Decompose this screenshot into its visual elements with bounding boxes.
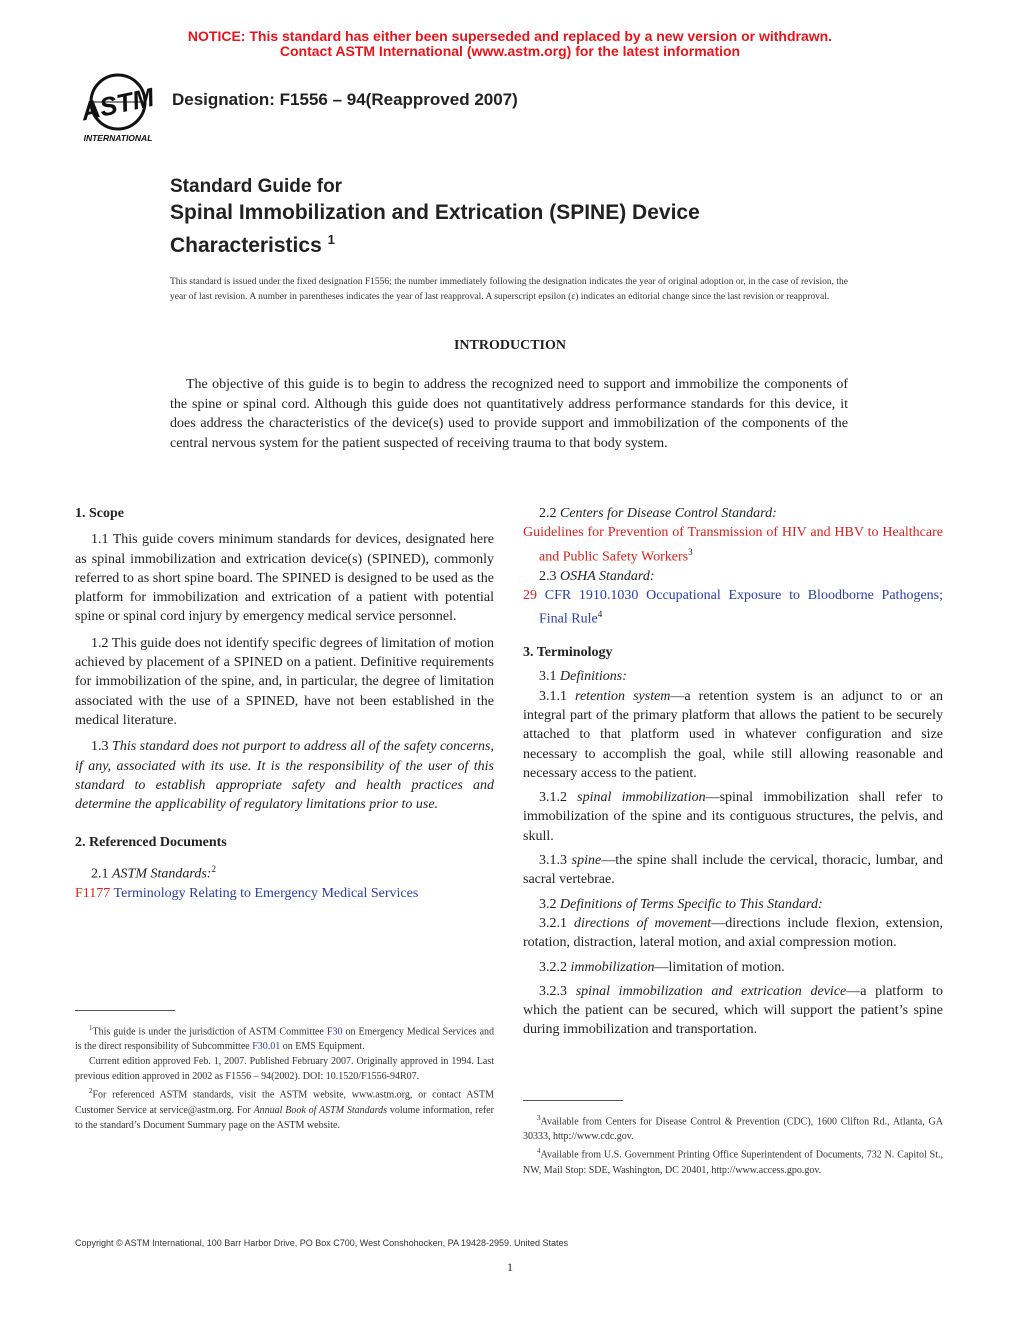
section-3-2-num: 3.2 bbox=[539, 896, 557, 912]
title-line-2: Spinal Immobilization and Extrication (SPINE) Device bbox=[170, 201, 700, 224]
def-3-1-2-num: 3.1.2 bbox=[539, 790, 567, 806]
astm-standards-label: ASTM Standards: bbox=[112, 866, 212, 882]
document-title bbox=[170, 174, 700, 259]
footnote-2-a: For referenced ASTM standards, visit the ASTM website, www.astm.org, or contact ASTM Customer Service at service@astm.org. For bbox=[75, 1089, 494, 1116]
issued-statement: This standard is issued under the fixed designation F1556; the number immediately following the designation indicates the year of original adoption or, in the case of revision, the year of last revision. A number in parentheses indicates the year of last reapproval. A superscript epsilon (ε) indicates an editorial change since the last revision or reapproval. bbox=[170, 277, 848, 302]
footnote-ref-3[interactable]: 3 bbox=[688, 546, 693, 557]
footnotes-right bbox=[523, 1111, 943, 1178]
section-3-1-num: 3.1 bbox=[539, 669, 557, 685]
title-line-3: Characteristics bbox=[170, 234, 322, 257]
osha-cfr-link[interactable]: CFR 1910.1030 Occupational Exposure to Bloodborne Pathogens; Final Rule bbox=[539, 587, 943, 627]
specific-definitions-label: Definitions of Terms Specific to This Standard: bbox=[560, 896, 823, 912]
def-3-2-2-text: —limitation of motion. bbox=[654, 959, 785, 975]
footnote-4-num: 4 bbox=[537, 1147, 541, 1156]
f30-01-link[interactable]: F30.01 bbox=[252, 1041, 281, 1053]
copyright: Copyright © ASTM International, 100 Barr Harbor Drive, PO Box C700, West Conshohocken, PA 19428-2959. United States bbox=[75, 1238, 569, 1248]
osha-29-link[interactable]: 29 bbox=[523, 587, 537, 603]
footnote-2-italic: Annual Book of ASTM Standards bbox=[253, 1104, 388, 1116]
def-3-2-1-term: directions of movement bbox=[574, 915, 712, 931]
title-line-1: Standard Guide for bbox=[170, 176, 343, 197]
footnote-1-num: 1 bbox=[89, 1024, 93, 1032]
footnote-1-a: This guide is under the jurisdiction of ASTM Committee bbox=[92, 1026, 324, 1038]
footnote-rule-left bbox=[75, 1010, 175, 1011]
title-footnote-ref[interactable]: 1 bbox=[327, 232, 335, 247]
page-number: 1 bbox=[507, 1260, 513, 1274]
section-2-2-num: 2.2 bbox=[539, 506, 557, 521]
footnote-ref-2[interactable]: 2 bbox=[211, 863, 216, 874]
scope-1-3-num: 1.3 bbox=[91, 739, 109, 755]
introduction-text: The objective of this guide is to begin to address the recognized need to support and immobilize the components of the spine or spinal cord. Although this guide does not quantitatively address performance standards for this device, it does address the characteristics of the device(s) used to provide support and immobilization of the components of the central nervous system for the patient suspected of receiving trauma to that body system. bbox=[170, 377, 848, 451]
svg-text:ASTM: ASTM bbox=[78, 81, 157, 127]
footnote-2-b: volume information, refer to the standard’s Document Summary page on the ASTM website. bbox=[75, 1104, 495, 1131]
footnote-3-text: Available from Centers for Disease Control & Prevention (CDC), 1600 Clifton Rd., Atlanta, GA 30333, http://www.cdc.gov. bbox=[523, 1116, 943, 1143]
cdc-standard-label: Centers for Disease Control Standard: bbox=[560, 506, 777, 521]
def-3-2-3-term: spinal immobilization and extrication device bbox=[575, 983, 847, 999]
def-3-1-3-term: spine bbox=[571, 853, 602, 869]
definitions-label: Definitions: bbox=[560, 669, 627, 685]
f1177-link[interactable]: F1177 bbox=[75, 885, 111, 901]
def-3-1-2-text: —spinal immobilization shall refer to immobilization of the spine and its contiguous structures, the pelvis, and skull. bbox=[523, 790, 943, 844]
designation: Designation: F1556 – 94(Reapproved 2007) bbox=[172, 90, 518, 109]
footnote-3-num: 3 bbox=[537, 1114, 541, 1122]
referenced-heading: 2. Referenced Documents bbox=[75, 835, 227, 851]
section-2-3-num: 2.3 bbox=[539, 568, 557, 584]
scope-heading: 1. Scope bbox=[75, 506, 124, 521]
right-column bbox=[523, 504, 943, 1040]
svg-text:INTERNATIONAL: INTERNATIONAL bbox=[83, 133, 153, 143]
scope-1-2: 1.2 This guide does not identify specific degrees of limitation of motion achieved by placement of a SPINED on a patient. Definitive requirements for immobilization of the spine, and, in particular, the degree of limitation associated with the use of a SPINED, have not been established in the medical literature. bbox=[75, 635, 494, 728]
scope-1-1: 1.1 This guide covers minimum standards for devices, designated here as spinal immobilization and extrication device(s) (SPINED), commonly referred to as short spine board. The SPINED is designed to be used as the platform for immobilization and extrication of a patient with potential spine or spinal cord injury by emergency medical service personnel. bbox=[75, 532, 494, 625]
def-3-2-1-num: 3.2.1 bbox=[539, 915, 567, 931]
def-3-1-2-term: spinal immobilization bbox=[577, 790, 706, 806]
notice-line-2: Contact ASTM International (www.astm.org) for the latest information bbox=[279, 43, 741, 59]
footnote-ref-4[interactable]: 4 bbox=[597, 609, 603, 620]
def-3-2-3-num: 3.2.3 bbox=[539, 983, 567, 999]
def-3-1-3-text: —the spine shall include the cervical, thoracic, lumbar, and sacral vertebrae. bbox=[523, 853, 943, 888]
def-3-1-3-num: 3.1.3 bbox=[539, 853, 567, 869]
cdc-guidelines-link[interactable]: Guidelines for Prevention of Transmission of HIV and HBV to Healthcare and Public Safety Workers bbox=[523, 525, 943, 565]
footnote-1-b: on Emergency Medical Services and is the direct responsibility of Subcommittee bbox=[75, 1026, 495, 1053]
def-3-2-2-num: 3.2.2 bbox=[539, 959, 567, 975]
footnote-1-c: on EMS Equipment. bbox=[282, 1041, 365, 1053]
astm-logo bbox=[74, 70, 162, 146]
def-3-1-1-text: —a retention system is an adjunct to or an integral part of the primary platform that allows the patient to be securely attached to that platform used in whatever configuration and size necessary to accomplish the goal, while still allowing reasonable and necessary access to the patient. bbox=[523, 688, 943, 781]
osha-standard-label: OSHA Standard: bbox=[560, 568, 655, 584]
def-3-1-1-num: 3.1.1 bbox=[539, 688, 567, 704]
left-column bbox=[75, 504, 494, 903]
footnote-1-approval: Current edition approved Feb. 1, 2007. Published February 2007. Originally approved in 1994. Last previous edition approved in 2002 as F1556 – 94(2002). DOI: 10.1520/F1556-94R07. bbox=[75, 1056, 494, 1083]
def-3-2-3-text: —a platform to which the patient can be secured, which will support the patient’s spine during immobilization and transportation. bbox=[523, 983, 944, 1038]
scope-1-3: This standard does not purport to address all of the safety concerns, if any, associated with its use. It is the responsibility of the user of this standard to establish appropriate safety and health practices and determine the applicability of regulatory limitations prior to use. bbox=[75, 739, 494, 813]
f30-link[interactable]: F30 bbox=[326, 1026, 343, 1038]
notice-line-1: NOTICE: This standard has either been superseded and replaced by a new version or withdrawn. bbox=[187, 28, 833, 44]
footnote-2-num: 2 bbox=[89, 1087, 93, 1096]
section-2-1-num: 2.1 bbox=[91, 866, 109, 882]
terminology-heading: 3. Terminology bbox=[523, 645, 613, 661]
footnote-rule-right bbox=[523, 1100, 623, 1101]
footnote-4-text: Available from U.S. Government Printing Office Superintendent of Documents, 732 N. Capitol St., NW, Mail Stop: SDE, Washington, DC 20401, http://www.access.gpo.gov. bbox=[523, 1149, 943, 1176]
introduction-heading: INTRODUCTION bbox=[453, 338, 566, 353]
def-3-2-2-term: immobilization bbox=[570, 959, 655, 975]
def-3-2-1-text: —directions include flexion, extension, rotation, distraction, lateral motion, and axial compression motion. bbox=[523, 915, 943, 951]
f1177-title-link[interactable]: Terminology Relating to Emergency Medical Services bbox=[113, 885, 419, 901]
footnotes-left bbox=[75, 1021, 494, 1133]
def-3-1-1-term: retention system bbox=[575, 688, 671, 704]
